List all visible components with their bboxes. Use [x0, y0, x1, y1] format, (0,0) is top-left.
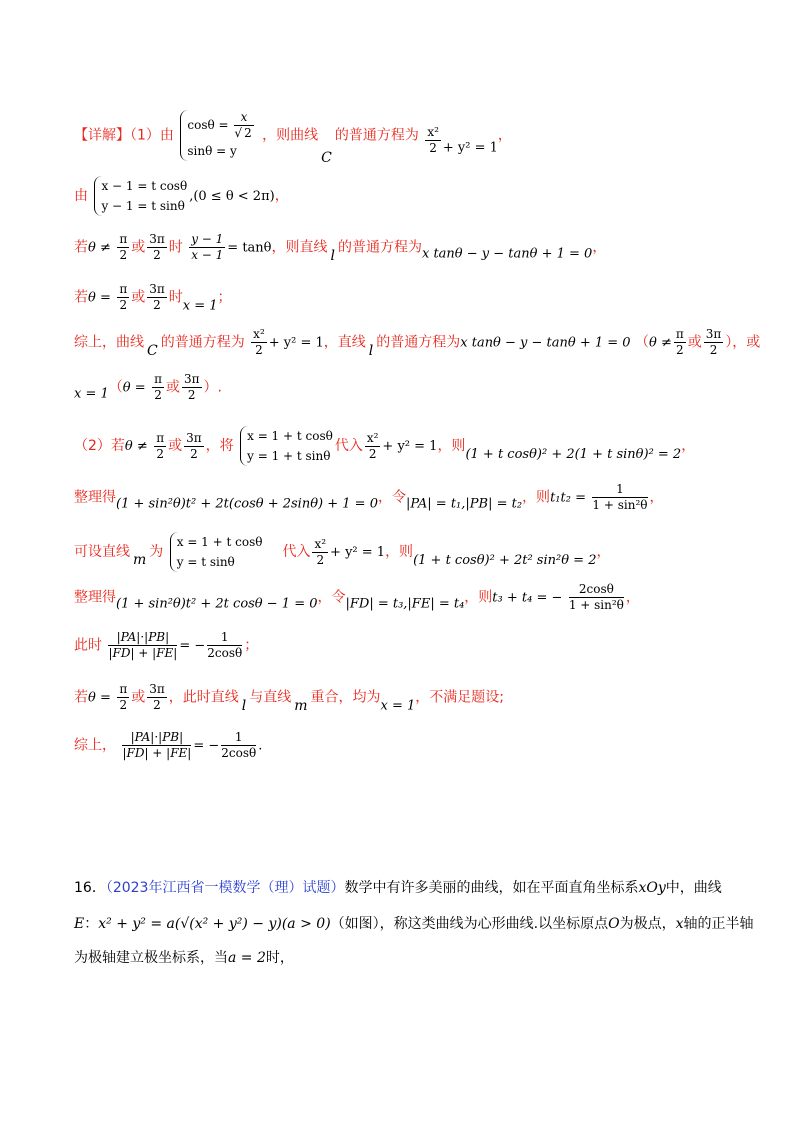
solution-line-12: 若θ = $\frac{\pi}{2}$ 或 $\frac{3\pi}{2}$ ，此时直线 l 与直线 m 重合，均为x = 1，不满足题设; — [74, 682, 504, 714]
equation-system-2: x − 1 = t cosθ y − 1 = t sinθ — [94, 176, 187, 216]
solution-line-3: 若θ ≠ $\frac{\pi}{2}$ 或 $\frac{3\pi}{2}$ 时 $\frac{y - 1}{x - 1}$ = tanθ，则直线 l 的普通方程为x tanθ − y − tanθ + 1 = 0， — [74, 232, 607, 264]
detail-tag: 【详解】 — [74, 127, 130, 144]
solution-line-2: 由 x − 1 = t cosθ y − 1 = t sinθ ,(0 ≤ θ < 2π)， — [74, 176, 289, 216]
solution-line-5: 综上，曲线 C 的普通方程为 $\frac{\text{x²}}{2}$ + y² = 1，直线 l 的普通方程为x tanθ − y − tanθ + 1 = 0 （θ ≠ $\frac{\pi}{2}$ 或 $\frac{3\pi}{2}$ ），或 — [74, 327, 761, 359]
curve-C: C — [321, 149, 332, 166]
heart-curve-equation: x² + y² = a(√(x² + y²) − y)(a > 0) — [98, 916, 331, 932]
line-l: l — [330, 247, 335, 264]
solution-line-1: 【详解】（1）由 cosθ = $\frac{x}{√ 2}$ sinθ = y ，则曲线C的普通方程为 $\frac{\text{x²}}{2}$ + y² = 1， — [74, 110, 512, 166]
equation-system-3: x = 1 + t cosθ y = 1 + t sinθ — [240, 426, 333, 466]
equation-system-1: cosθ = $\frac{x}{√ 2}$ sinθ = y — [180, 110, 255, 161]
problem-16-line-3: 为极轴建立极坐标系，当a = 2时， — [74, 950, 294, 966]
equation-system-4: x = 1 + t cosθ y = t sinθ — [170, 532, 263, 572]
problem-number: 16． — [74, 880, 106, 896]
solution-line-7: （2）若θ ≠ $\frac{\pi}{2}$ 或 $\frac{3\pi}{2}$ ，将 x = 1 + t cosθ y = 1 + t sinθ 代入 $\frac{\text{x²}}{2}$ + y² = 1，则(1 + t cosθ)² + 2(1 + t sinθ)² = 2， — [74, 426, 695, 466]
problem-source: （2023年江西省一模数学（理）试题） — [105, 880, 345, 896]
problem-16-line-1: 16．（2023年江西省一模数学（理）试题）数学中有许多美丽的曲线，如在平面直角坐标系xOy中，曲线 — [74, 880, 722, 896]
solution-line-9: 可设直线 m 为 x = 1 + t cosθ y = t sinθ 代入 $\frac{\text{x²}}{2}$ + y² = 1，则(1 + t cosθ)² + 2t² sin²θ = 2， — [74, 532, 610, 572]
solution-line-8: 整理得(1 + sin²θ)t² + 2t(cosθ + 2sinθ) + 1 = 0，令|PA| = t₁,|PB| = t₂，则t₁t₂ = $\frac{1}{\text{1 + sin²θ}}$ ， — [74, 482, 664, 512]
solution-line-6: x = 1（θ = $\frac{\pi}{2}$ 或 $\frac{3\pi}{2}$ ）. — [74, 372, 222, 402]
solution-line-13: 综上， $\frac{|PA|\cdot|PB|}{|FD| + |FE|}$ = − $\frac{1}{2\cos\theta}$ . — [74, 730, 263, 760]
line-m: m — [133, 552, 147, 568]
problem-16-line-2: E：x² + y² = a(√(x² + y²) − y)(a > 0)（如图），称这类曲线为心形曲线.以坐标原点O为极点，x轴的正半轴 — [74, 916, 754, 932]
solution-line-4: 若θ = $\frac{\pi}{2}$ 或 $\frac{3\pi}{2}$ 时x = 1； — [74, 282, 232, 314]
solution-line-10: 整理得(1 + sin²θ)t² + 2t cosθ − 1 = 0，令|FD| = t₃,|FE| = t₄，则t₃ + t₄ = − $\frac{2\cos\theta}{\text{1 + sin²θ}}$ ， — [74, 582, 640, 612]
solution-line-11: 此时 $\frac{|PA|\cdot|PB|}{|FD| + |FE|}$ = − $\frac{1}{2\cos\theta}$ ； — [74, 630, 259, 660]
